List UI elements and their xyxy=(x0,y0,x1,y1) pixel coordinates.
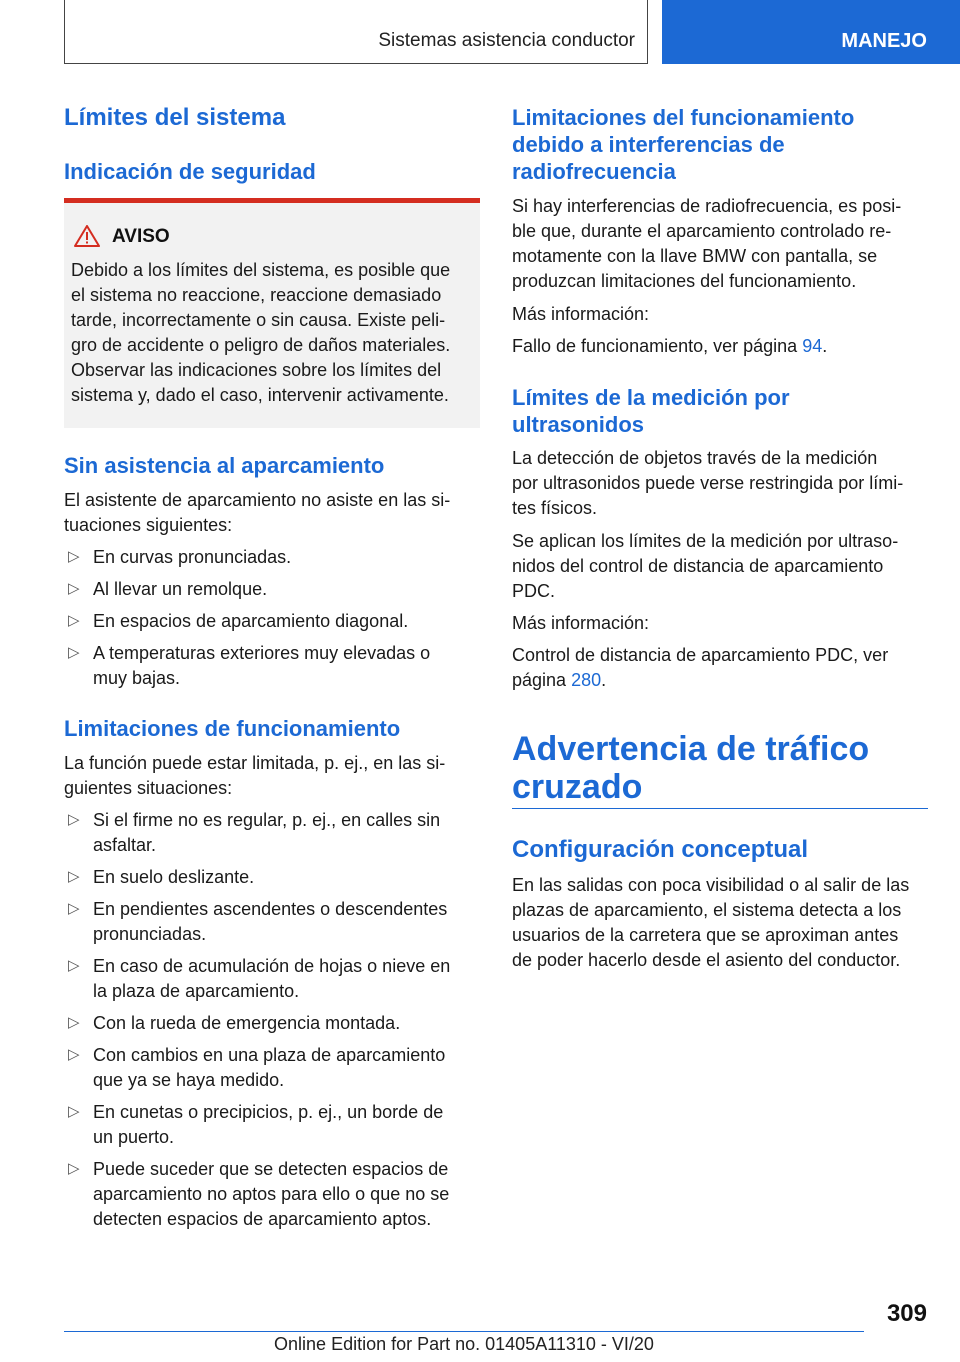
list-item-continuation: que ya se haya medido. xyxy=(93,1070,285,1090)
list-item: En pendientes ascendentes o descendentes xyxy=(93,899,448,919)
paragraph-line: tuaciones siguientes: xyxy=(64,515,233,535)
list-item-continuation: detecten espacios de aparcamiento aptos. xyxy=(93,1209,432,1229)
heading-advertencia-line: Advertencia de tráfico xyxy=(512,730,870,768)
page-number: 309 xyxy=(886,1300,927,1327)
paragraph-line: PDC. xyxy=(512,581,556,601)
bullet-triangle-icon: ▷ xyxy=(68,1103,80,1120)
list-item: Si el firme no es regular, p. ej., en calles sin xyxy=(93,810,441,830)
paragraph-line: guientes situaciones: xyxy=(64,778,233,798)
chapter-tab xyxy=(662,0,960,64)
list-item: En curvas pronunciadas. xyxy=(93,547,292,567)
heading-ultra-line: ultrasonidos xyxy=(512,412,645,437)
heading-radio-line: debido a interferencias de xyxy=(512,132,785,157)
paragraph-line: por ultrasonidos puede verse restringida por lími- xyxy=(512,473,904,493)
list-item: En suelo deslizante. xyxy=(93,867,255,887)
warning-line: Debido a los límites del sistema, es posible que xyxy=(71,260,451,280)
list-item: Con la rueda de emergencia montada. xyxy=(93,1013,401,1033)
heading-radio-line: Limitaciones del funcionamiento xyxy=(512,105,855,130)
list-item-continuation: un puerto. xyxy=(93,1127,175,1147)
section-divider xyxy=(512,808,928,809)
heading-radio-line: radiofrecuencia xyxy=(512,159,676,184)
list-item-continuation: aparcamiento no aptos para ello o que no se xyxy=(93,1184,450,1204)
bullet-triangle-icon: ▷ xyxy=(68,580,80,597)
bullet-triangle-icon: ▷ xyxy=(68,1014,80,1031)
bullet-triangle-icon: ▷ xyxy=(68,868,80,885)
page-reference xyxy=(512,334,827,359)
reference-end: . xyxy=(601,670,607,690)
header-section-box xyxy=(64,0,648,64)
heading-ultra-line: Límites de la medición por xyxy=(512,385,790,410)
more-info-label: Más información: xyxy=(512,304,650,324)
paragraph-line: La función puede estar limitada, p. ej., en las si- xyxy=(64,753,446,773)
paragraph-line: ble que, durante el aparcamiento controlado re- xyxy=(512,221,892,241)
bullet-triangle-icon: ▷ xyxy=(68,1160,80,1177)
paragraph-line: motamente con la llave BMW con pantalla, se xyxy=(512,246,878,266)
footer-rule xyxy=(64,1331,864,1332)
list-item: En espacios de aparcamiento diagonal. xyxy=(93,611,409,631)
reference-end: . xyxy=(822,336,828,356)
reference-text: Fallo de funcionamiento, ver página xyxy=(512,336,803,356)
page-link-280[interactable]: 280 xyxy=(571,670,602,690)
list-item: Con cambios en una plaza de aparcamiento xyxy=(93,1045,446,1065)
paragraph-line: El asistente de aparcamiento no asiste en las si- xyxy=(64,490,451,510)
list-item: En cunetas o precipicios, p. ej., un borde de xyxy=(93,1102,444,1122)
warning-line: Observar las indicaciones sobre los límites del xyxy=(71,360,442,380)
paragraph-line: produzcan limitaciones del funcionamiento. xyxy=(512,271,857,291)
reference-text: página xyxy=(512,670,572,690)
heading-advertencia-line: cruzado xyxy=(512,768,643,806)
bullet-triangle-icon: ▷ xyxy=(68,1046,80,1063)
paragraph-line: En las salidas con poca visibilidad o al salir de las xyxy=(512,875,910,895)
bullet-triangle-icon: ▷ xyxy=(68,612,80,629)
paragraph-line: Control de distancia de aparcamiento PDC, ver xyxy=(512,645,889,665)
heading-limites-sistema: Límites del sistema xyxy=(64,104,286,131)
heading-configuracion: Configuración conceptual xyxy=(512,836,809,863)
chapter-tab-label: MANEJO xyxy=(841,30,927,52)
paragraph-line: tes físicos. xyxy=(512,498,598,518)
list-item-continuation: muy bajas. xyxy=(93,668,181,688)
list-item-continuation: asfaltar. xyxy=(93,835,157,855)
bullet-triangle-icon: ▷ xyxy=(68,548,80,565)
paragraph-line: de poder hacerlo desde el asiento del conductor. xyxy=(512,950,901,970)
page-link-94[interactable]: 94 xyxy=(802,336,823,356)
bullet-triangle-icon: ▷ xyxy=(68,900,80,917)
list-item: Puede suceder que se detecten espacios de xyxy=(93,1159,449,1179)
heading-sin-asistencia: Sin asistencia al aparcamiento xyxy=(64,453,385,478)
bullet-triangle-icon: ▷ xyxy=(68,644,80,661)
heading-limitaciones: Limitaciones de funcionamiento xyxy=(64,716,401,741)
warning-line: sistema y, dado el caso, intervenir activamente. xyxy=(71,385,449,405)
heading-indicacion-seguridad: Indicación de seguridad xyxy=(64,159,316,184)
paragraph-line: nidos del control de distancia de aparcamiento xyxy=(512,556,884,576)
paragraph-line: Si hay interferencias de radiofrecuencia, es posi- xyxy=(512,196,902,216)
paragraph-line: Se aplican los límites de la medición por ultraso- xyxy=(512,531,899,551)
list-item-continuation: la plaza de aparcamiento. xyxy=(93,981,300,1001)
paragraph-line: plazas de aparcamiento, el sistema detecta a los xyxy=(512,900,902,920)
list-item: Al llevar un remolque. xyxy=(93,579,268,599)
warning-line: tarde, incorrectamente o sin causa. Existe peli- xyxy=(71,310,446,330)
bullet-triangle-icon: ▷ xyxy=(68,957,80,974)
list-item: En caso de acumulación de hojas o nieve en xyxy=(93,956,451,976)
more-info-label: Más información: xyxy=(512,613,650,633)
warning-triangle-icon xyxy=(74,225,100,247)
page-reference xyxy=(512,668,606,693)
list-item: A temperaturas exteriores muy elevadas o xyxy=(93,643,431,663)
paragraph-line: usuarios de la carretera que se aproximan antes xyxy=(512,925,899,945)
warning-line: gro de accidente o peligro de daños materiales. xyxy=(71,335,451,355)
warning-line: el sistema no reaccione, reaccione demasiado xyxy=(71,285,442,305)
footer-edition: Online Edition for Part no. 01405A11310 - VI/20 xyxy=(274,1334,654,1354)
header-section-title: Sistemas asistencia conductor xyxy=(378,30,635,51)
paragraph-line: La detección de objetos través de la medición xyxy=(512,448,878,468)
bullet-triangle-icon: ▷ xyxy=(68,811,80,828)
warning-title: AVISO xyxy=(112,226,170,247)
list-item-continuation: pronunciadas. xyxy=(93,924,207,944)
